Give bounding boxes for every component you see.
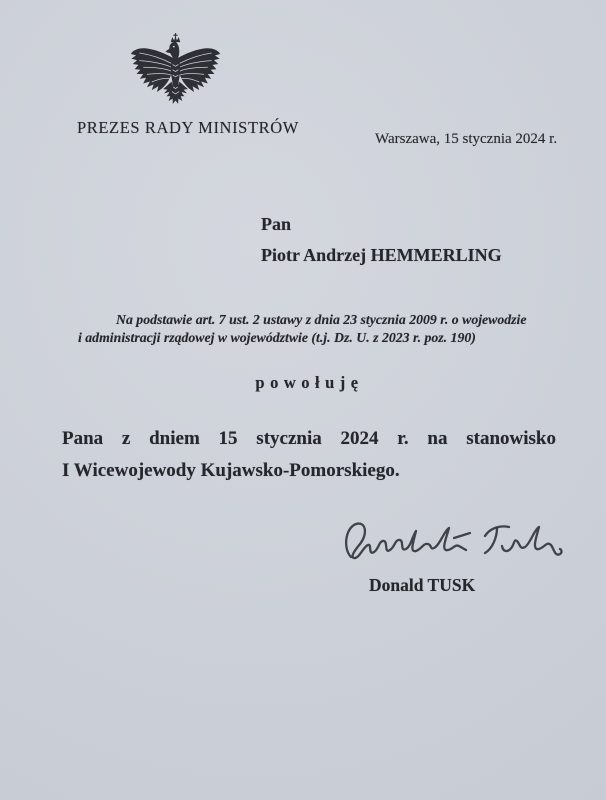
- decision-verb: powołuję: [255, 373, 364, 392]
- issuer-office-title: PREZES RADY MINISTRÓW: [77, 118, 299, 137]
- polish-eagle-emblem-icon: [128, 32, 223, 114]
- legal-basis-line-1: Na podstawie art. 7 ust. 2 ustawy z dnia 23 stycznia 2009 r. o wojewodzie: [116, 312, 527, 327]
- decision-line-2: I Wicewojewody Kujawsko-Pomorskiego.: [62, 459, 400, 481]
- decision-line-1: Pana z dniem 15 stycznia 2024 r. na stanowisko: [62, 428, 556, 449]
- addressee-name: Piotr Andrzej HEMMERLING: [261, 245, 502, 265]
- decision-paragraph: [62, 423, 556, 486]
- addressee-block: [261, 209, 502, 271]
- handwritten-signature-icon: [338, 513, 570, 575]
- legal-basis-paragraph: [78, 311, 560, 346]
- signer-printed-name: Donald TUSK: [369, 575, 476, 595]
- place-and-date-line: Warszawa, 15 stycznia 2024 r.: [375, 131, 558, 147]
- addressee-salutation: Pan: [261, 214, 292, 234]
- legal-basis-line-2: i administracji rządowej w województwie (t.j. Dz. U. z 2023 r. poz. 190): [78, 329, 476, 345]
